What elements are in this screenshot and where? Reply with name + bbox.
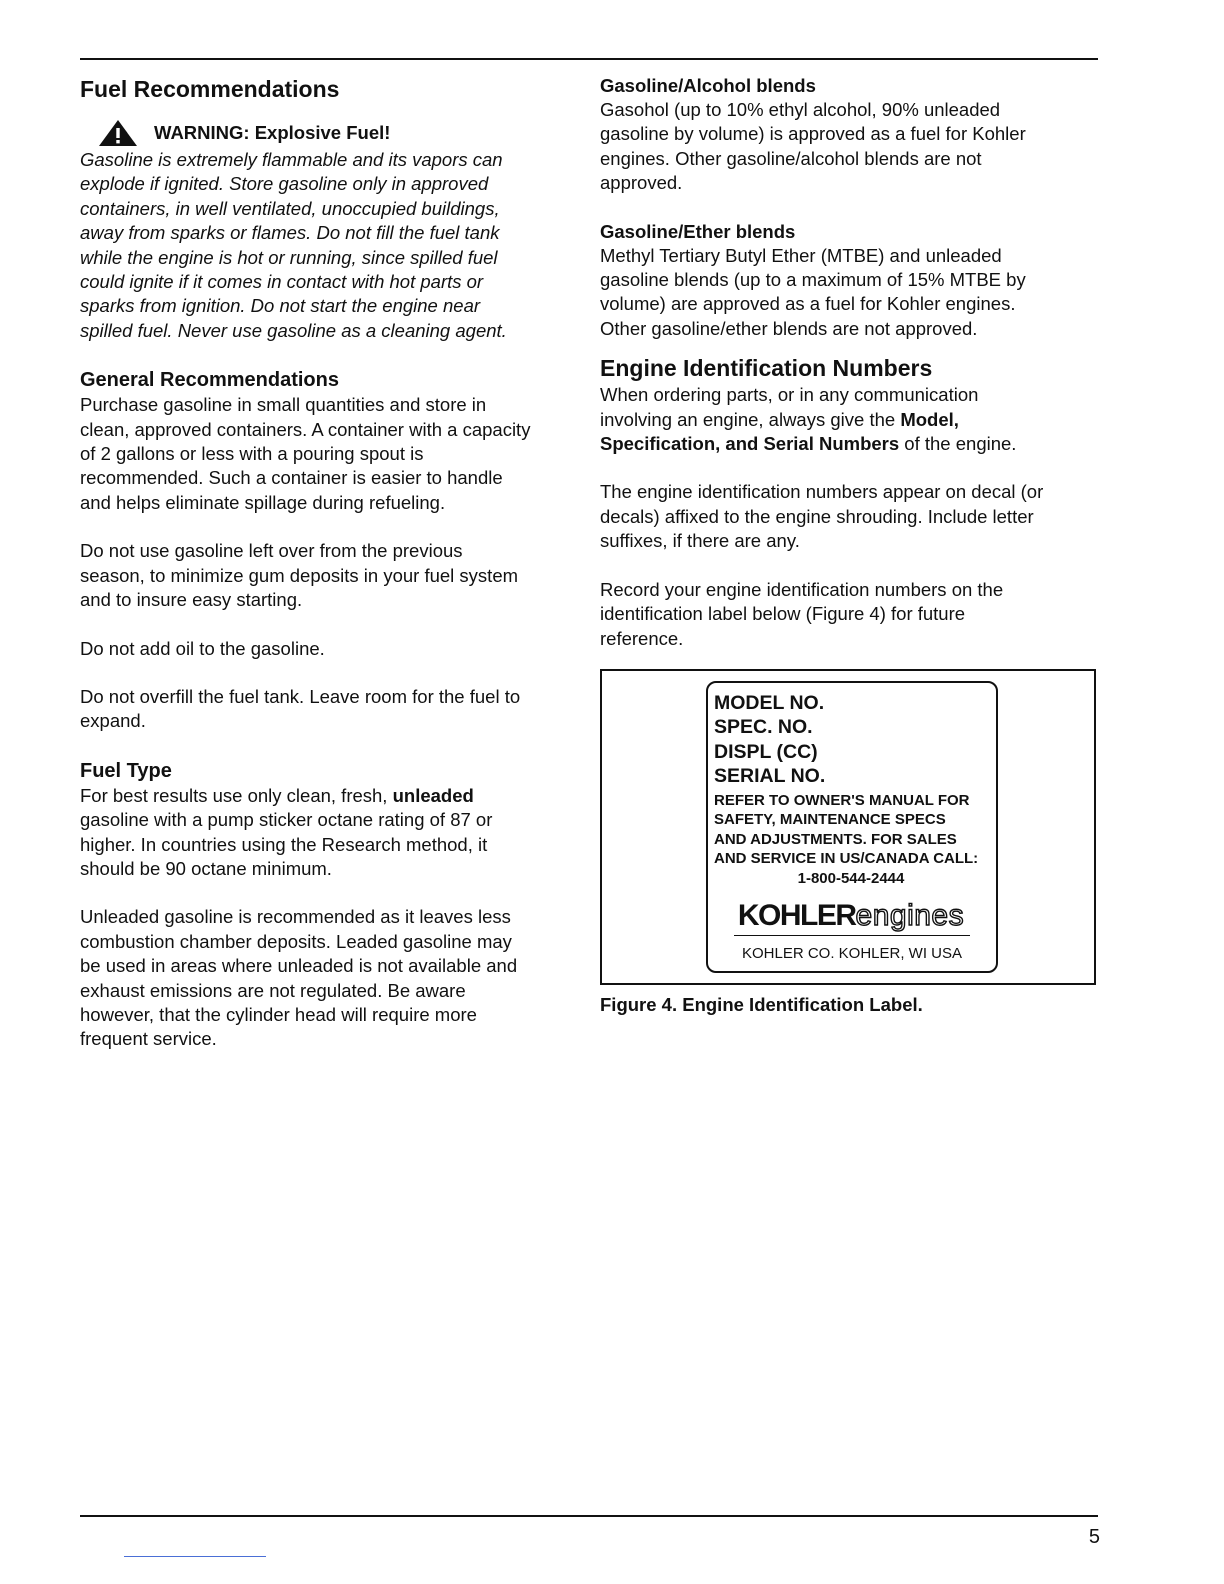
body-line: Other gasoline/ether blends are not approved. bbox=[600, 317, 978, 339]
body-line: higher. In countries using the Research method, it bbox=[80, 833, 488, 855]
text-run: of the engine. bbox=[899, 433, 1017, 455]
warning-icon bbox=[98, 119, 138, 147]
body-line: and to insure easy starting. bbox=[80, 589, 303, 611]
body-line: expand. bbox=[80, 710, 146, 732]
bold-term: Model, bbox=[900, 408, 959, 430]
body-line: however, that the cylinder head will require more bbox=[80, 1003, 477, 1025]
body-line: Do not add oil to the gasoline. bbox=[80, 637, 325, 659]
label-field-model: MODEL NO. bbox=[714, 691, 825, 714]
body-line: Methyl Tertiary Butyl Ether (MTBE) and unleaded bbox=[600, 244, 1002, 266]
fuel-type-heading: Fuel Type bbox=[80, 759, 172, 782]
spacer bbox=[80, 661, 580, 685]
bold-term: unleaded bbox=[392, 784, 474, 806]
spacer bbox=[80, 613, 580, 637]
left-column bbox=[80, 74, 580, 1052]
engine-id-heading: Engine Identification Numbers bbox=[600, 355, 933, 382]
warning-line: Gasoline is extremely flammable and its vapors can bbox=[80, 149, 503, 170]
body-line: volume) are approved as a fuel for Kohler engines. bbox=[600, 293, 1016, 315]
spacer bbox=[600, 196, 1100, 220]
bold-term: Specification, and Serial Numbers bbox=[600, 433, 900, 455]
body-line: exhaust emissions are not regulated. Be aware bbox=[80, 979, 466, 1001]
spacer bbox=[600, 554, 1100, 578]
warning-line: could ignite if it comes in contact with hot parts or bbox=[80, 271, 484, 293]
body-line: reference. bbox=[600, 627, 684, 649]
body-line: suffixes, if there are any. bbox=[600, 530, 800, 552]
body-line: gasoline with a pump sticker octane rating of 87 or bbox=[80, 809, 493, 831]
body-line: identification label below (Figure 4) for future bbox=[600, 603, 966, 625]
label-company: KOHLER CO. KOHLER, WI USA bbox=[741, 944, 963, 962]
warning-header bbox=[80, 118, 580, 148]
body-line: and helps eliminate spillage during refueling. bbox=[80, 491, 446, 513]
body-line: be used in areas where unleaded is not available and bbox=[80, 955, 518, 977]
body-line: should be 90 octane minimum. bbox=[80, 857, 332, 879]
label-field-serial: SERIAL NO. bbox=[714, 765, 826, 788]
body-line: decals) affixed to the engine shrouding. Include letter bbox=[600, 505, 1034, 527]
spacer bbox=[600, 456, 1100, 480]
body-line: The engine identification numbers appear on decal (or bbox=[600, 481, 1044, 503]
body-line bbox=[600, 408, 1100, 432]
warning-line: away from sparks or flames. Do not fill the fuel tank bbox=[80, 222, 500, 244]
warning-text bbox=[80, 148, 580, 343]
body-line: clean, approved containers. A container with a capacity bbox=[80, 418, 531, 440]
body-line: Unleaded gasoline is recommended as it leaves less bbox=[80, 906, 511, 928]
body-line: approved. bbox=[600, 172, 683, 194]
label-phone: 1-800-544-2444 bbox=[797, 869, 905, 887]
label-notice-line: REFER TO OWNER'S MANUAL FOR bbox=[714, 791, 970, 809]
body-line: gasoline by volume) is approved as a fuel for Kohler bbox=[600, 123, 1026, 145]
figure-frame bbox=[600, 669, 1096, 985]
figure-caption: Figure 4. Engine Identification Label. bbox=[600, 993, 923, 1015]
spacer bbox=[600, 341, 1100, 353]
label-divider bbox=[734, 935, 970, 936]
alcohol-blends-heading: Gasoline/Alcohol blends bbox=[600, 75, 816, 96]
general-recommendations-heading: General Recommendations bbox=[80, 369, 339, 392]
body-line: season, to minimize gum deposits in your fuel system bbox=[80, 564, 519, 586]
logo-brand: KOHLER bbox=[737, 898, 856, 932]
warning-line: explode if ignited. Store gasoline only in approved bbox=[80, 173, 489, 195]
spacer bbox=[80, 881, 580, 905]
fuel-recommendations-heading: Fuel Recommendations bbox=[80, 76, 340, 102]
body-line: engines. Other gasoline/alcohol blends are not bbox=[600, 147, 982, 169]
page-number: 5 bbox=[1088, 1526, 1100, 1548]
scan-artifact-line bbox=[124, 1556, 266, 1557]
body-line: Gasohol (up to 10% ethyl alcohol, 90% unleaded bbox=[600, 99, 1001, 120]
text-run: For best results use only clean, fresh, bbox=[80, 784, 393, 806]
bottom-rule bbox=[80, 1515, 1098, 1517]
text-run: involving an engine, always give the bbox=[600, 408, 901, 430]
top-rule bbox=[80, 58, 1098, 60]
ether-blends-heading: Gasoline/Ether blends bbox=[600, 220, 796, 242]
body-line: of 2 gallons or less with a pouring spout is bbox=[80, 443, 424, 465]
body-line: When ordering parts, or in any communication bbox=[600, 384, 979, 406]
label-notice-line: AND ADJUSTMENTS. FOR SALES bbox=[714, 830, 957, 848]
label-notice-line: SAFETY, MAINTENANCE SPECS bbox=[714, 811, 946, 829]
body-line: Record your engine identification numbers on the bbox=[600, 578, 1004, 600]
logo-engines: engines bbox=[855, 898, 965, 932]
label-notice-line: AND SERVICE IN US/CANADA CALL: bbox=[714, 850, 979, 868]
body-line: Do not use gasoline left over from the previous bbox=[80, 540, 463, 562]
label-field-displ: DISPL (CC) bbox=[714, 740, 818, 763]
warning-line: containers, in well ventilated, unoccupied buildings, bbox=[80, 197, 500, 219]
body-line: Purchase gasoline in small quantities and store in bbox=[80, 394, 487, 416]
warning-title: WARNING: Explosive Fuel! bbox=[154, 122, 391, 143]
kohler-engines-logo bbox=[714, 899, 988, 933]
spacer bbox=[80, 515, 580, 539]
body-line: Do not overfill the fuel tank. Leave room for the fuel to bbox=[80, 685, 521, 707]
body-line: frequent service. bbox=[80, 1028, 217, 1050]
spacer bbox=[80, 734, 580, 758]
warning-line: spilled fuel. Never use gasoline as a cleaning agent. bbox=[80, 319, 507, 341]
label-notice bbox=[714, 791, 988, 869]
spacer bbox=[80, 343, 580, 367]
body-line: recommended. Such a container is easier to handle bbox=[80, 467, 503, 489]
warning-line: sparks from ignition. Do not start the engine near bbox=[80, 295, 481, 317]
body-line bbox=[600, 432, 1100, 456]
body-line: gasoline blends (up to a maximum of 15% MTBE by bbox=[600, 269, 1026, 291]
engine-id-label bbox=[706, 681, 998, 973]
body-line bbox=[80, 784, 580, 808]
right-column bbox=[600, 74, 1100, 1017]
body-line: combustion chamber deposits. Leaded gasoline may bbox=[80, 930, 512, 952]
warning-line: while the engine is hot or running, since spilled fuel bbox=[80, 246, 498, 268]
label-field-spec: SPEC. NO. bbox=[714, 716, 813, 739]
